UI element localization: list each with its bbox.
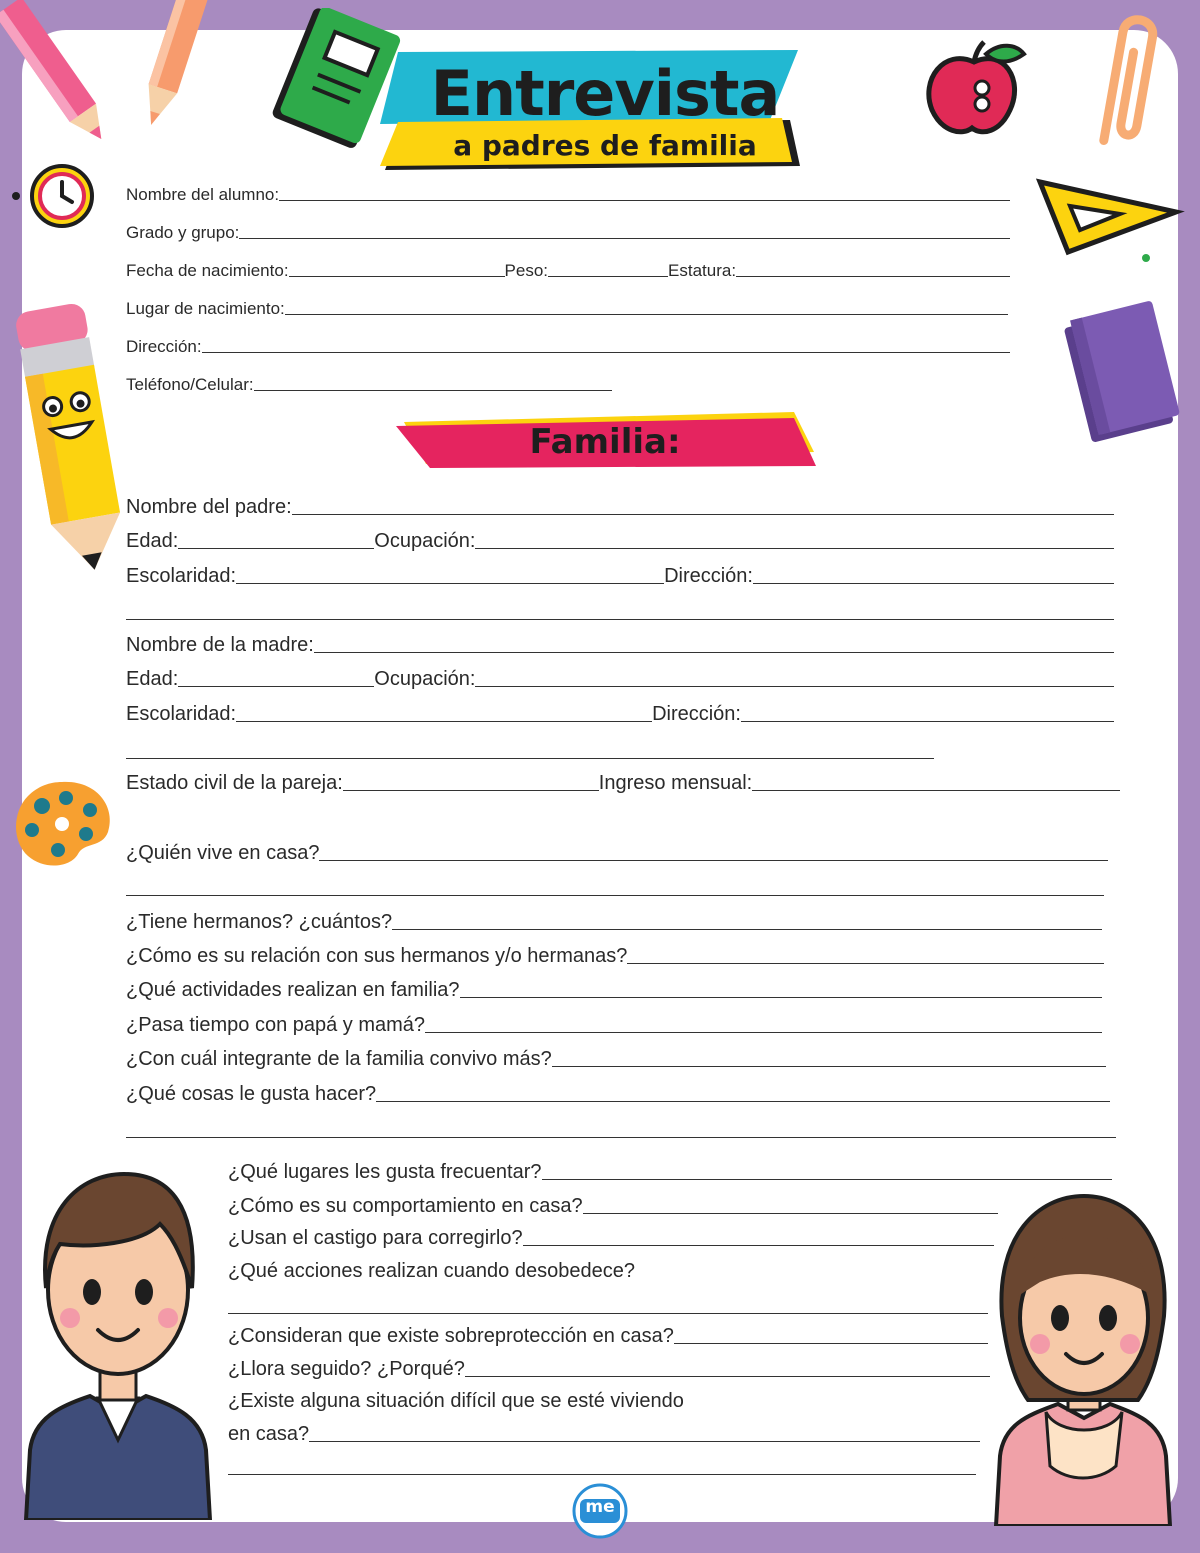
question-overprotection-row	[228, 1321, 988, 1349]
birthplace-row	[126, 294, 1008, 320]
mother-age-row	[126, 664, 1114, 692]
question-overprotection: ¿Consideran que existe sobreprotección en casa?	[228, 1325, 674, 1347]
grade-label: Grado y grupo:	[126, 223, 240, 242]
mother-age-line[interactable]	[178, 686, 374, 687]
answer-likes-extra-line[interactable]	[126, 1137, 1116, 1138]
father-name-line[interactable]	[292, 514, 1114, 515]
mother-name-line[interactable]	[314, 652, 1114, 653]
mother-occupation-label: Ocupación:	[374, 668, 476, 690]
question-who-lives: ¿Quién vive en casa?	[126, 842, 320, 864]
answer-who-lives-line[interactable]	[319, 860, 1108, 861]
answer-behavior-line[interactable]	[583, 1213, 998, 1214]
question-who-lives-row	[126, 838, 1108, 866]
answer-difficult-situation-extra-line[interactable]	[228, 1474, 976, 1475]
question-closest-member-row	[126, 1044, 1106, 1072]
student-name-label: Nombre del alumno:	[126, 185, 280, 204]
height-line[interactable]	[736, 276, 1010, 277]
question-likes: ¿Qué cosas le gusta hacer?	[126, 1083, 377, 1105]
father-address-line[interactable]	[753, 583, 1114, 584]
paint-palette-icon	[8, 776, 118, 872]
height-label: Estatura:	[668, 261, 737, 280]
student-address-line[interactable]	[202, 352, 1010, 353]
mother-name-label: Nombre de la madre:	[126, 634, 314, 656]
question-difficult-situation-cont: en casa?	[228, 1423, 310, 1445]
father-address-label: Dirección:	[664, 565, 753, 587]
student-name-line[interactable]	[279, 200, 1010, 201]
birthplace-label: Lugar de nacimiento:	[126, 299, 285, 318]
income-line[interactable]	[752, 790, 1120, 791]
question-siblings-row	[126, 907, 1102, 935]
mother-schooling-label: Escolaridad:	[126, 703, 237, 725]
question-crying: ¿Llora seguido? ¿Porqué?	[228, 1358, 465, 1380]
question-closest-member: ¿Con cuál integrante de la familia convivo más?	[126, 1048, 552, 1070]
brand-logo-text: me	[585, 1497, 615, 1517]
pencil-character-icon	[14, 292, 126, 580]
page-title: Entrevista	[430, 57, 780, 130]
question-time-with-parents: ¿Pasa tiempo con papá y mamá?	[126, 1014, 426, 1036]
father-schooling-line[interactable]	[236, 583, 664, 584]
father-schooling-label: Escolaridad:	[126, 565, 237, 587]
civil-status-row	[126, 768, 1120, 796]
weight-label: Peso:	[504, 261, 549, 280]
question-disobey: ¿Qué acciones realizan cuando desobedece?	[228, 1260, 635, 1282]
question-difficult-situation: ¿Existe alguna situación difícil que se esté viviendo	[228, 1390, 684, 1412]
income-label: Ingreso mensual:	[598, 772, 753, 794]
question-sibling-relation-row	[126, 941, 1104, 969]
triangle-ruler-icon	[1034, 176, 1194, 268]
question-crying-row	[228, 1354, 990, 1382]
question-punishment-row	[228, 1223, 994, 1251]
purple-book-icon	[1058, 300, 1182, 444]
apple-icon	[914, 40, 1034, 140]
answer-sibling-relation-line[interactable]	[627, 963, 1104, 964]
question-difficult-situation-row	[228, 1386, 988, 1414]
birthplace-line[interactable]	[285, 314, 1008, 315]
answer-closest-member-line[interactable]	[552, 1066, 1106, 1067]
page-subtitle: a padres de familia	[453, 129, 757, 162]
student-name-row	[126, 180, 1010, 206]
mother-occupation-line[interactable]	[475, 686, 1114, 687]
father-avatar	[20, 1160, 216, 1520]
question-behavior-row	[228, 1191, 998, 1219]
answer-places-line[interactable]	[542, 1179, 1112, 1180]
mother-name-row	[126, 630, 1114, 658]
mother-age-label: Edad:	[126, 668, 179, 690]
grade-row	[126, 218, 1010, 244]
question-places-row	[228, 1157, 1112, 1185]
question-sibling-relation: ¿Cómo es su relación con sus hermanos y/o hermanas?	[126, 945, 628, 967]
student-address-row	[126, 332, 1010, 358]
answer-punishment-line[interactable]	[523, 1245, 994, 1246]
phone-row	[126, 370, 612, 396]
mother-schooling-line[interactable]	[236, 721, 652, 722]
answer-disobey-line[interactable]	[228, 1313, 988, 1314]
phone-label: Teléfono/Celular:	[126, 375, 254, 394]
phone-line[interactable]	[254, 390, 612, 391]
birthdate-line[interactable]	[289, 276, 505, 277]
civil-status-line[interactable]	[343, 790, 599, 791]
weight-line[interactable]	[548, 276, 668, 277]
paperclip-icon	[1094, 4, 1164, 164]
clock-icon	[6, 160, 98, 232]
mother-address-label: Dirección:	[652, 703, 741, 725]
father-name-row	[126, 492, 1114, 520]
question-likes-row	[126, 1079, 1110, 1107]
answer-family-activities-line[interactable]	[460, 997, 1102, 998]
question-difficult-situation-cont-row	[228, 1419, 980, 1447]
answer-siblings-line[interactable]	[392, 929, 1102, 930]
answer-crying-line[interactable]	[465, 1376, 990, 1377]
father-address-extra-line[interactable]	[126, 619, 1114, 620]
answer-likes-line[interactable]	[376, 1101, 1110, 1102]
student-address-label: Dirección:	[126, 337, 202, 356]
familia-title: Familia:	[529, 422, 681, 462]
birthdate-row	[126, 256, 1010, 282]
mother-avatar	[988, 1186, 1178, 1526]
answer-difficult-situation-line[interactable]	[309, 1441, 980, 1442]
father-schooling-row	[126, 561, 1114, 589]
answer-who-lives-extra-line[interactable]	[126, 895, 1104, 896]
question-time-with-parents-row	[126, 1010, 1102, 1038]
question-family-activities-row	[126, 975, 1102, 1003]
grade-line[interactable]	[239, 238, 1010, 239]
father-age-row	[126, 526, 1114, 554]
question-behavior: ¿Cómo es su comportamiento en casa?	[228, 1195, 583, 1217]
birthdate-label: Fecha de nacimiento:	[126, 261, 289, 280]
father-occupation-label: Ocupación:	[374, 530, 476, 552]
father-age-label: Edad:	[126, 530, 179, 552]
question-family-activities: ¿Qué actividades realizan en familia?	[126, 979, 460, 1001]
answer-overprotection-line[interactable]	[674, 1343, 988, 1344]
question-siblings: ¿Tiene hermanos? ¿cuántos?	[126, 911, 393, 933]
father-age-line[interactable]	[178, 548, 374, 549]
mother-address-extra-line[interactable]	[126, 758, 934, 759]
answer-time-with-parents-line[interactable]	[425, 1032, 1102, 1033]
question-places: ¿Qué lugares les gusta frecuentar?	[228, 1161, 542, 1183]
mother-schooling-row	[126, 699, 1114, 727]
father-name-label: Nombre del padre:	[126, 496, 292, 518]
father-occupation-line[interactable]	[475, 548, 1114, 549]
question-disobey-row	[228, 1256, 988, 1284]
question-punishment: ¿Usan el castigo para corregirlo?	[228, 1227, 523, 1249]
civil-status-label: Estado civil de la pareja:	[126, 772, 343, 794]
mother-address-line[interactable]	[741, 721, 1114, 722]
